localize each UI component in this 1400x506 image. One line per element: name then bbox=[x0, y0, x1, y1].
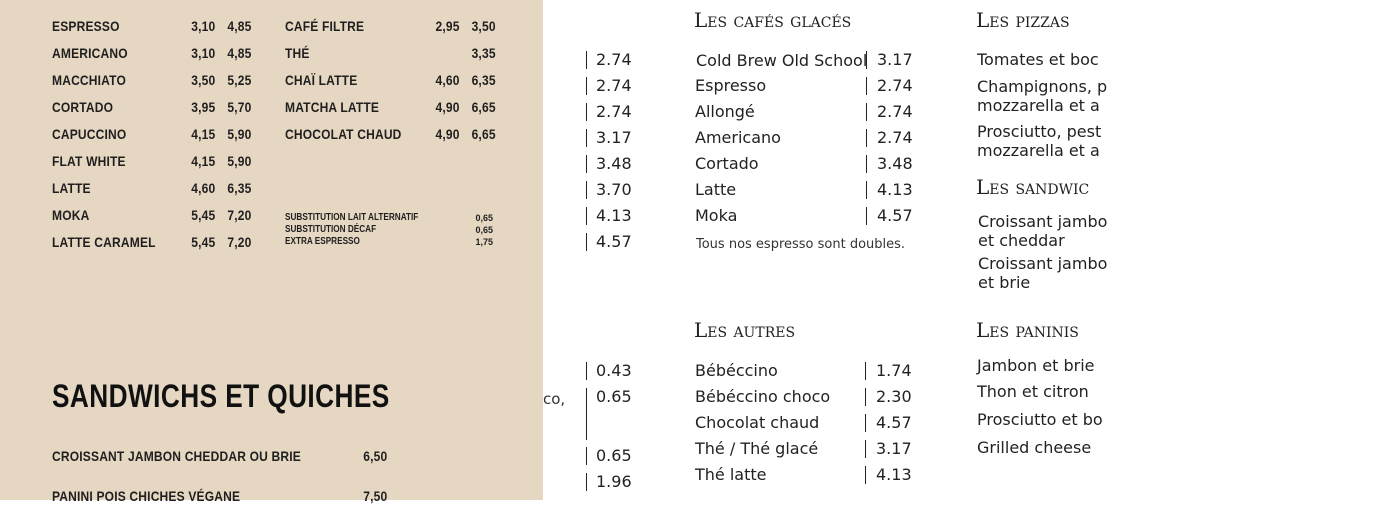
price-divider bbox=[866, 103, 867, 121]
price-small: 4,60 bbox=[191, 180, 216, 196]
menu-row-flat-white bbox=[52, 151, 263, 171]
price: 6,50 bbox=[363, 448, 388, 464]
menu-item: Espresso bbox=[695, 76, 767, 95]
menu-item-name: MACCHIATO bbox=[52, 72, 127, 88]
menu-item: Champignons, p bbox=[977, 77, 1108, 96]
price-divider bbox=[865, 414, 866, 432]
menu-item: Bébéccino bbox=[695, 361, 778, 380]
price-small: 5,45 bbox=[191, 207, 216, 223]
left-menu-panel bbox=[0, 0, 543, 504]
menu-row-capuccino bbox=[52, 124, 263, 144]
menu-item: Cortado bbox=[695, 154, 759, 173]
price: 2.74 bbox=[596, 102, 632, 121]
price-large: 3,50 bbox=[471, 18, 496, 34]
menu-item: Cold Brew Old School bbox=[696, 51, 868, 70]
price: 2.74 bbox=[877, 102, 913, 121]
menu-item: Americano bbox=[695, 128, 781, 147]
price: 4.57 bbox=[596, 232, 632, 251]
price-divider bbox=[865, 440, 866, 458]
menu-item-name: CHOCOLAT CHAUD bbox=[285, 126, 402, 142]
price-small: 4,60 bbox=[435, 72, 460, 88]
price-large: 6,65 bbox=[471, 99, 496, 115]
section-title-autres: Les autres bbox=[694, 318, 796, 342]
menu-item: Grilled cheese bbox=[977, 438, 1092, 457]
menu-item-name: CHAÏ LATTE bbox=[285, 72, 358, 88]
price-divider bbox=[586, 103, 587, 121]
price: 1.74 bbox=[876, 361, 912, 380]
price-large: 3,35 bbox=[471, 45, 496, 61]
menu-item-name: PANINI POIS CHICHES VÉGANE bbox=[52, 488, 241, 504]
price-large: 7,20 bbox=[227, 207, 252, 223]
menu-item-name: FLAT WHITE bbox=[52, 153, 126, 169]
price-large: 7,20 bbox=[227, 234, 252, 250]
menu-item-name: LATTE CARAMEL bbox=[52, 234, 156, 250]
price: 3.17 bbox=[876, 439, 912, 458]
price-divider bbox=[586, 155, 587, 173]
price: 3.17 bbox=[877, 50, 913, 69]
extra-price: 1,75 bbox=[475, 237, 493, 247]
menu-item: Jambon et brie bbox=[977, 356, 1095, 375]
price: 3.70 bbox=[596, 180, 632, 199]
menu-item-name: AMERICANO bbox=[52, 45, 128, 61]
price-large: 4,85 bbox=[227, 45, 252, 61]
price-divider bbox=[866, 207, 867, 225]
menu-item: Thé / Thé glacé bbox=[695, 439, 819, 458]
menu-row-panini bbox=[52, 486, 396, 506]
menu-item: Chocolat chaud bbox=[695, 413, 820, 432]
menu-item: Croissant jambo bbox=[978, 212, 1108, 231]
price: 2.74 bbox=[877, 76, 913, 95]
menu-item: Thon et citron bbox=[977, 382, 1089, 401]
price-divider bbox=[586, 77, 587, 95]
menu-item: mozzarella et a bbox=[977, 141, 1100, 160]
price: 7,50 bbox=[363, 488, 388, 504]
price-divider bbox=[586, 473, 587, 491]
extra-substitution-decaf: SUBSTITUTION DÉCAF bbox=[285, 224, 377, 235]
extra-espresso: EXTRA ESPRESSO bbox=[285, 236, 360, 247]
price: 0.43 bbox=[596, 361, 632, 380]
menu-item-name: CAPUCCINO bbox=[52, 126, 127, 142]
price-large: 5,70 bbox=[227, 99, 252, 115]
price-small: 4,15 bbox=[191, 153, 216, 169]
price-large: 6,35 bbox=[227, 180, 252, 196]
menu-row-cortado bbox=[52, 97, 263, 117]
menu-item-name: CROISSANT JAMBON CHEDDAR OU BRIE bbox=[52, 448, 301, 464]
menu-row-latte bbox=[52, 178, 263, 198]
menu-item-name: ESPRESSO bbox=[52, 18, 120, 34]
menu-row-espresso bbox=[52, 16, 263, 36]
price: 2.30 bbox=[876, 387, 912, 406]
menu-row-latte-caramel bbox=[52, 232, 263, 252]
menu-item-name: MATCHA LATTE bbox=[285, 99, 380, 115]
menu-item: et cheddar bbox=[978, 231, 1065, 250]
price: 0.65 bbox=[596, 446, 632, 465]
menu-row-croissant bbox=[52, 446, 396, 466]
price-divider bbox=[865, 388, 866, 406]
section-title-paninis: Les paninis bbox=[976, 318, 1079, 342]
price-large: 6,65 bbox=[471, 126, 496, 142]
price-divider bbox=[866, 155, 867, 173]
price-divider bbox=[586, 362, 587, 380]
extra-price: 0,65 bbox=[475, 225, 493, 235]
price-small: 4,90 bbox=[435, 126, 460, 142]
price-small: 3,50 bbox=[191, 72, 216, 88]
price: 4.57 bbox=[876, 413, 912, 432]
espresso-note: Tous nos espresso sont doubles. bbox=[696, 237, 906, 252]
price-small: 3,95 bbox=[191, 99, 216, 115]
price: 4.13 bbox=[876, 465, 912, 484]
price-large: 5,90 bbox=[227, 153, 252, 169]
price: 4.13 bbox=[596, 206, 632, 225]
menu-row-cafe-filtre bbox=[285, 16, 496, 36]
price: 2.74 bbox=[877, 128, 913, 147]
price-small: 4,15 bbox=[191, 126, 216, 142]
price-divider bbox=[586, 51, 587, 69]
section-title-sandwichs: Les sandwic bbox=[976, 175, 1090, 199]
price-divider bbox=[586, 181, 587, 199]
price: 3.48 bbox=[596, 154, 632, 173]
price-divider bbox=[866, 181, 867, 199]
menu-row-moka bbox=[52, 205, 263, 225]
price-small: 2,95 bbox=[435, 18, 460, 34]
price-large: 5,25 bbox=[227, 72, 252, 88]
section-title-cafes-glaces: Les cafés glacés bbox=[694, 8, 852, 32]
price-large: 5,90 bbox=[227, 126, 252, 142]
price-divider bbox=[866, 51, 867, 69]
menu-item-name: MOKA bbox=[52, 207, 90, 223]
price: 3.17 bbox=[596, 128, 632, 147]
price: 1.96 bbox=[596, 472, 632, 491]
price-large: 6,35 bbox=[471, 72, 496, 88]
price: 4.57 bbox=[877, 206, 913, 225]
price: 2.74 bbox=[596, 76, 632, 95]
menu-item-name: CORTADO bbox=[52, 99, 114, 115]
menu-row-americano bbox=[52, 43, 263, 63]
price-divider bbox=[586, 388, 587, 440]
menu-item-name: LATTE bbox=[52, 180, 91, 196]
price: 3.48 bbox=[877, 154, 913, 173]
menu-item: Tomates et boc bbox=[977, 50, 1099, 69]
partial-text: co, bbox=[543, 390, 566, 408]
price-divider bbox=[866, 77, 867, 95]
menu-item-name: THÉ bbox=[285, 45, 310, 61]
price-divider bbox=[586, 129, 587, 147]
menu-row-chocolat-chaud bbox=[285, 124, 496, 144]
menu-item: Bébéccino choco bbox=[695, 387, 831, 406]
price-divider bbox=[586, 447, 587, 465]
menu-item: Allongé bbox=[695, 102, 755, 121]
menu-item: Thé latte bbox=[695, 465, 767, 484]
right-clipped-column bbox=[960, 0, 1108, 500]
price: 0.65 bbox=[596, 387, 632, 406]
price: 4.13 bbox=[877, 180, 913, 199]
extra-substitution-lait: SUBSTITUTION LAIT ALTERNATIF bbox=[285, 212, 419, 223]
menu-item-name: CAFÉ FILTRE bbox=[285, 18, 365, 34]
price-large: 4,85 bbox=[227, 18, 252, 34]
price-divider bbox=[866, 129, 867, 147]
extra-price: 0,65 bbox=[475, 213, 493, 223]
menu-row-matcha-latte bbox=[285, 97, 496, 117]
price-small: 3,10 bbox=[191, 45, 216, 61]
menu-item: Croissant jambo bbox=[978, 254, 1108, 273]
menu-item: mozzarella et a bbox=[977, 96, 1100, 115]
section-title-pizzas: Les pizzas bbox=[976, 8, 1070, 32]
price-divider bbox=[586, 233, 587, 251]
menu-row-the bbox=[285, 43, 496, 63]
menu-item: Moka bbox=[695, 206, 738, 225]
menu-item: Latte bbox=[695, 180, 737, 199]
section-title-sandwichs: SANDWICHS ET QUICHES bbox=[52, 378, 390, 414]
price-small: 4,90 bbox=[435, 99, 460, 115]
price-divider bbox=[865, 466, 866, 484]
menu-item: Prosciutto, pest bbox=[977, 122, 1102, 141]
menu-row-chai-latte bbox=[285, 70, 496, 90]
price-divider bbox=[586, 207, 587, 225]
menu-row-macchiato bbox=[52, 70, 263, 90]
menu-item: et brie bbox=[978, 273, 1031, 292]
price-small: 3,10 bbox=[191, 18, 216, 34]
menu-item: Prosciutto et bo bbox=[977, 410, 1103, 429]
price-divider bbox=[865, 362, 866, 380]
price-small: 5,45 bbox=[191, 234, 216, 250]
price: 2.74 bbox=[596, 50, 632, 69]
